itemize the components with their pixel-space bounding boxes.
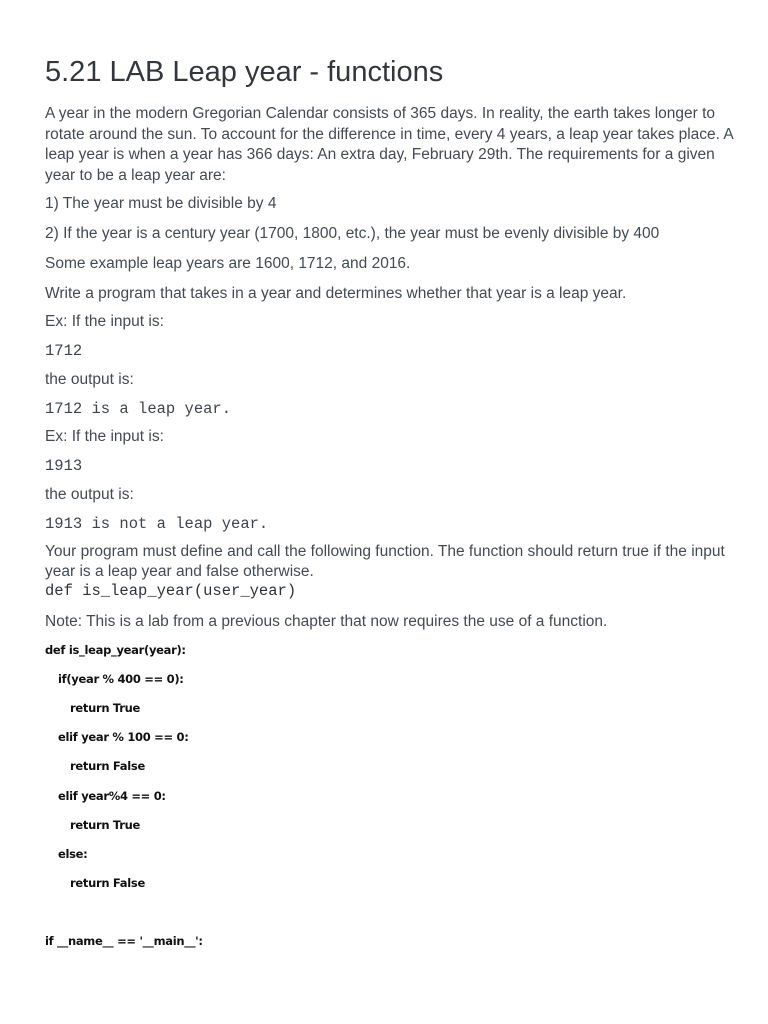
intro-paragraph: A year in the modern Gregorian Calendar consists of 365 days. In reality, the earth takes longer to rotate around the sun. To account for the difference in time, every 4 years, a leap year takes place. A leap year is when a year has 366 days: An extra day, February 29th. The requirements for a given year to be a leap year are: xyxy=(45,105,733,184)
code-line: if __name__ == '__main__': xyxy=(45,934,203,948)
code-line: elif year % 100 == 0: xyxy=(58,730,189,744)
page-title: 5.21 LAB Leap year - functions xyxy=(45,56,444,88)
code-line: return False xyxy=(70,876,145,890)
code-line: return False xyxy=(70,759,145,773)
example2-output-label: the output is: xyxy=(45,486,134,503)
code-line: elif year%4 == 0: xyxy=(58,789,166,803)
example1-output-label: the output is: xyxy=(45,371,134,388)
example1-input: 1712 xyxy=(45,342,83,360)
examples-sentence: Some example leap years are 1600, 1712, and 2016. xyxy=(45,255,411,272)
code-line: return True xyxy=(70,701,140,715)
code-line: def is_leap_year(year): xyxy=(45,643,186,657)
note-text: Note: This is a lab from a previous chapter that now requires the use of a function. xyxy=(45,613,608,630)
task-description: Write a program that takes in a year and determines whether that year is a leap year. xyxy=(45,285,627,302)
example2-input-label: Ex: If the input is: xyxy=(45,428,164,445)
example2-input: 1913 xyxy=(45,457,83,475)
code-line: if(year % 400 == 0): xyxy=(58,672,184,686)
function-requirement: Your program must define and call the following function. The function should return true if the input year is a leap year and false otherwise. xyxy=(45,543,725,580)
example1-input-label: Ex: If the input is: xyxy=(45,313,164,330)
code-line: return True xyxy=(70,818,140,832)
function-signature: def is_leap_year(user_year) xyxy=(45,582,297,600)
example1-output: 1712 is a leap year. xyxy=(45,400,232,418)
requirement-1: 1) The year must be divisible by 4 xyxy=(45,195,277,212)
code-line: else: xyxy=(58,847,88,861)
requirement-2: 2) If the year is a century year (1700, 1800, etc.), the year must be evenly divisible by 400 xyxy=(45,225,660,242)
example2-output: 1913 is not a leap year. xyxy=(45,515,269,533)
